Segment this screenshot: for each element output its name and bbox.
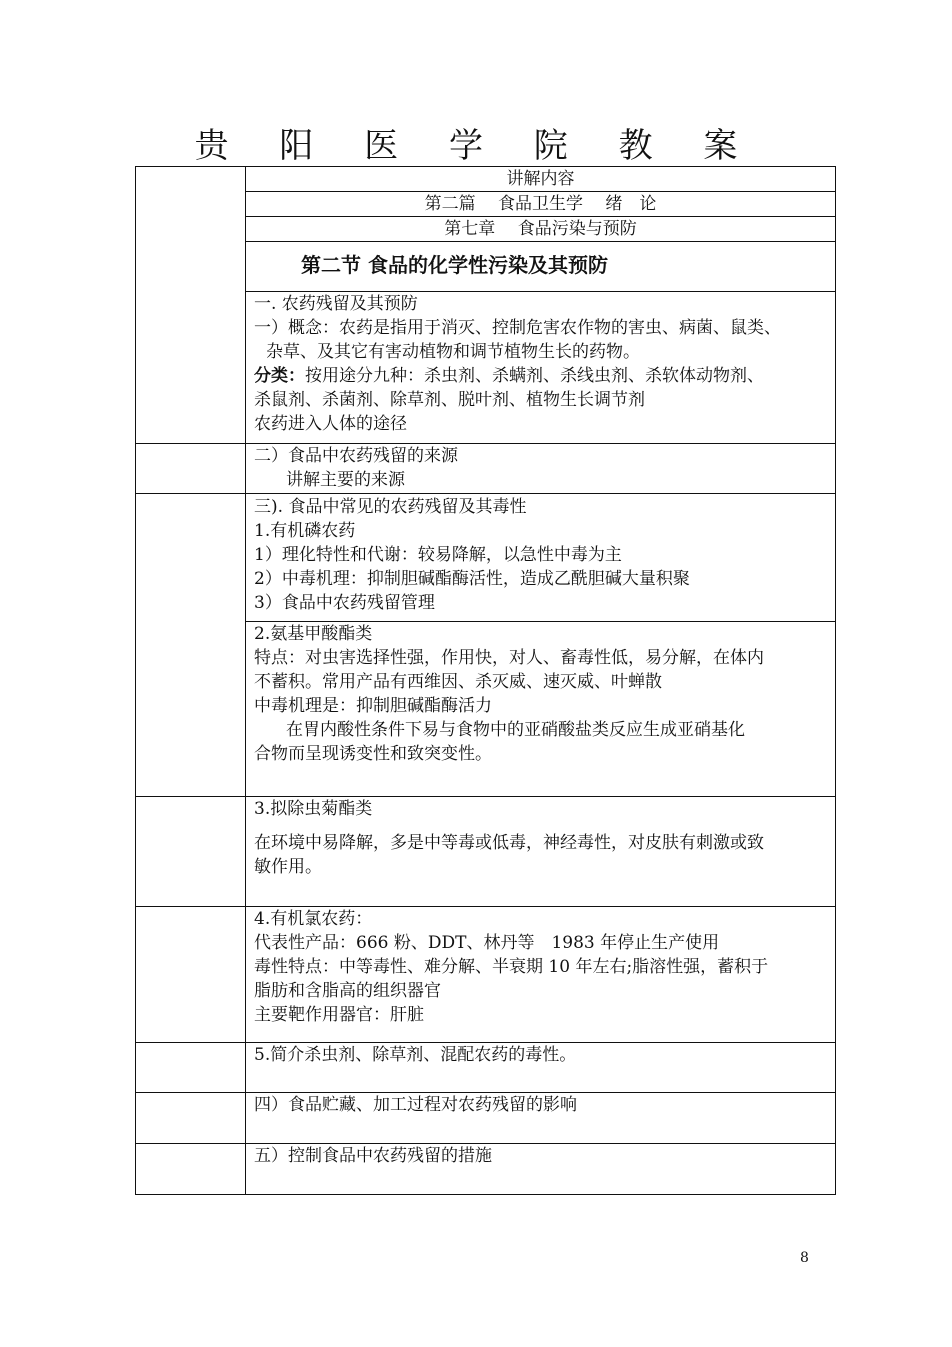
block5-line-1: 在环境中易降解，多是中等毒或低毒，神经毒性，对皮肤有刺激或致 <box>254 833 764 853</box>
block2-head: 二）食品中农药残留的来源 <box>254 446 458 466</box>
block6-line-2: 毒性特点：中等毒性、难分解、半衰期 10 年左右;脂溶性强，蓄积于 <box>254 957 769 977</box>
block4-line-3: 中毒机理是：抑制胆碱酯酶活力 <box>254 696 492 716</box>
block4-line-5: 合物而呈现诱变性和致突变性。 <box>254 744 492 764</box>
block5-line-2: 敏作用。 <box>254 857 322 877</box>
left-cell <box>136 1043 246 1093</box>
block4-line-1: 特点：对虫害选择性强，作用快，对人、畜毒性低，易分解，在体内 <box>254 648 764 668</box>
concept-text: 农药是指用于消灭、控制危害农作物的害虫、病菌、鼠类、 <box>339 318 781 338</box>
block8-sub: 四）食品贮藏、加工过程对农药残留的影响 <box>254 1095 577 1115</box>
document-title: 贵 阳 医 学 院 教 案 <box>194 126 758 166</box>
block-storage-processing <box>246 1093 836 1144</box>
block3-line-1: 1）理化特性和代谢：较易降解，以急性中毒为主 <box>254 545 622 565</box>
block3-head: 三). 食品中常见的农药残留及其毒性 <box>254 497 527 517</box>
block5-sub: 3.拟除虫菊酯类 <box>254 799 373 819</box>
block4-sub: 2.氨基甲酸酯类 <box>254 624 373 644</box>
block6-line-3: 脂肪和含脂高的组织器官 <box>254 981 441 1001</box>
class-text-2: 杀鼠剂、杀菌剂、除草剂、脱叶剂、植物生长调节剂 <box>254 390 645 410</box>
block6-sub: 4.有机氯农药： <box>254 909 373 929</box>
block-pesticide-toxicity <box>246 1043 836 1093</box>
left-cell <box>136 907 246 1043</box>
block-organochlorine <box>246 907 836 1043</box>
part-line: 第二篇 食品卫生学 绪 论 <box>246 192 836 217</box>
block-common-residues <box>246 494 836 622</box>
left-cell <box>136 1093 246 1144</box>
section-title: 第二节 食品的化学性污染及其预防 <box>246 242 836 292</box>
header-label: 讲解内容 <box>246 167 836 192</box>
block4-line-2: 不蓄积。常用产品有西维因、杀灭威、速灭威、叶蝉散 <box>254 672 662 692</box>
block3-line-2: 2）中毒机理：抑制胆碱酯酶活性，造成乙酰胆碱大量积聚 <box>254 569 690 589</box>
block4-line-4: 在胃内酸性条件下易与食物中的亚硝酸盐类反应生成亚硝基化 <box>286 720 745 740</box>
lesson-table <box>135 166 836 1195</box>
left-cell <box>136 444 246 494</box>
block6-line-4: 主要靶作用器官：肝脏 <box>254 1005 424 1025</box>
block6-line-1: 代表性产品：666 粉、DDT、林丹等 1983 年停止生产使用 <box>254 933 720 953</box>
block7-sub: 5.简介杀虫剂、除草剂、混配农药的毒性。 <box>254 1045 577 1065</box>
left-cell <box>136 494 246 797</box>
page-number: 8 <box>800 1250 809 1266</box>
left-cell <box>136 797 246 907</box>
class-text: 按用途分九种：杀虫剂、杀螨剂、杀线虫剂、杀软体动物剂、 <box>305 366 764 386</box>
route-line: 农药进入人体的途径 <box>254 414 407 434</box>
concept-label: 一）概念： <box>254 318 339 338</box>
concept-text-2: 杂草、及其它有害动植物和调节植物生长的药物。 <box>266 342 640 362</box>
block-pesticide-residue <box>246 292 836 444</box>
block3-sub: 1.有机磷农药 <box>254 521 356 541</box>
block-pyrethroids <box>246 797 836 907</box>
block1-head: 一. 农药残留及其预防 <box>254 294 418 314</box>
block-control-measures <box>246 1144 836 1195</box>
left-cell <box>136 1144 246 1195</box>
block3-line-3: 3）食品中农药残留管理 <box>254 593 435 613</box>
block-residue-source <box>246 444 836 494</box>
block2-text: 讲解主要的来源 <box>286 470 405 490</box>
class-label: 分类： <box>254 366 305 386</box>
left-margin-cell <box>136 167 246 444</box>
block-carbamates <box>246 622 836 797</box>
block9-sub: 五）控制食品中农药残留的措施 <box>254 1146 492 1166</box>
chapter-line: 第七章 食品污染与预防 <box>246 217 836 242</box>
